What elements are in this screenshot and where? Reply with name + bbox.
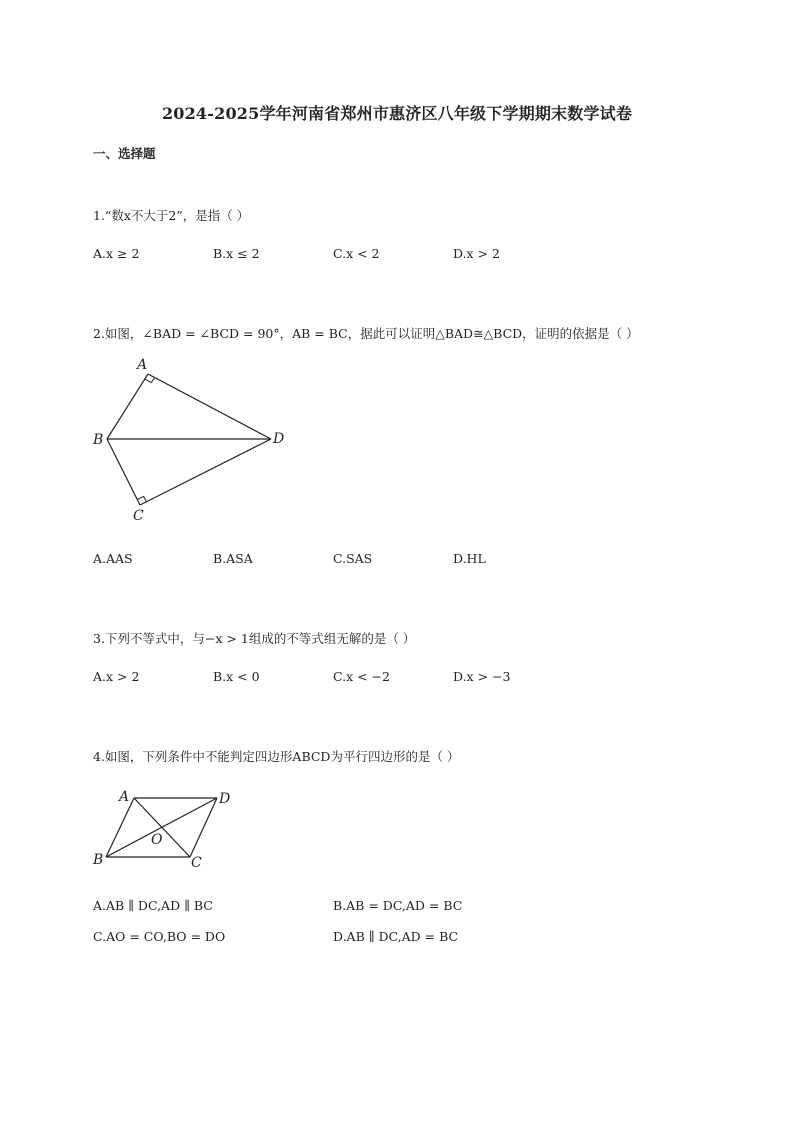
question-2-option-c[interactable]: C.SAS	[333, 551, 373, 566]
question-4-stem: 4.如图，下列条件中不能判定四边形ABCD为平行四边形的是（ ）	[93, 749, 460, 764]
question-2-option-d[interactable]: D.HL	[453, 551, 486, 566]
question-4-option-c[interactable]: C.AO = CO,BO = DO	[93, 929, 226, 944]
question-1-option-a[interactable]: A.x ≥ 2	[93, 246, 140, 261]
question-4-option-a[interactable]: A.AB ∥ DC,AD ∥ BC	[93, 898, 213, 913]
vertex-label-b: B	[93, 432, 104, 448]
question-2-option-b[interactable]: B.ASA	[213, 551, 253, 566]
segment-ab	[106, 798, 134, 857]
question-1-option-c[interactable]: C.x < 2	[333, 246, 380, 261]
exam-title: 2024-2025学年河南省郑州市惠济区八年级下学期期末数学试卷	[161, 104, 633, 123]
question-3-option-c[interactable]: C.x < −2	[333, 669, 390, 684]
vertex-label-b: B	[93, 852, 104, 868]
segment-cd	[140, 439, 271, 505]
vertex-label-c: C	[191, 855, 202, 871]
segment-ad	[148, 374, 271, 439]
diagonal-bd	[106, 798, 217, 857]
vertex-label-a: A	[119, 789, 130, 805]
question-3-option-a[interactable]: A.x > 2	[93, 669, 140, 684]
center-label-o: O	[151, 832, 163, 848]
segment-dc	[190, 798, 217, 857]
question-4-option-b[interactable]: B.AB = DC,AD = BC	[333, 898, 463, 913]
question-3-stem: 3.下列不等式中，与−x > 1组成的不等式组无解的是（ ）	[93, 631, 416, 646]
question-2-stem: 2.如图，∠BAD = ∠BCD = 90°，AB = BC，据此可以证明△BAD≅△BCD，证明的依据是（ ）	[93, 326, 639, 341]
segment-bc	[107, 439, 140, 505]
vertex-label-a: A	[137, 357, 148, 373]
question-3-option-b[interactable]: B.x < 0	[213, 669, 260, 684]
question-2-kite-figure	[88, 352, 298, 527]
question-3-option-d[interactable]: D.x > −3	[453, 669, 511, 684]
question-1-option-b[interactable]: B.x ≤ 2	[213, 246, 260, 261]
vertex-label-c: C	[133, 508, 144, 524]
question-4-option-d[interactable]: D.AB ∥ DC,AD = BC	[333, 929, 459, 944]
segment-ba	[107, 374, 148, 439]
question-1-stem: 1.“数x不大于2”，是指（ ）	[93, 208, 250, 223]
section-heading: 一、选择题	[93, 146, 156, 161]
question-1-option-d[interactable]: D.x > 2	[453, 246, 500, 261]
vertex-label-d: D	[219, 791, 231, 807]
vertex-label-d: D	[273, 431, 285, 447]
right-angle-mark-a	[145, 378, 155, 383]
question-4-parallelogram-figure	[88, 782, 248, 877]
question-2-option-a[interactable]: A.AAS	[93, 551, 133, 566]
